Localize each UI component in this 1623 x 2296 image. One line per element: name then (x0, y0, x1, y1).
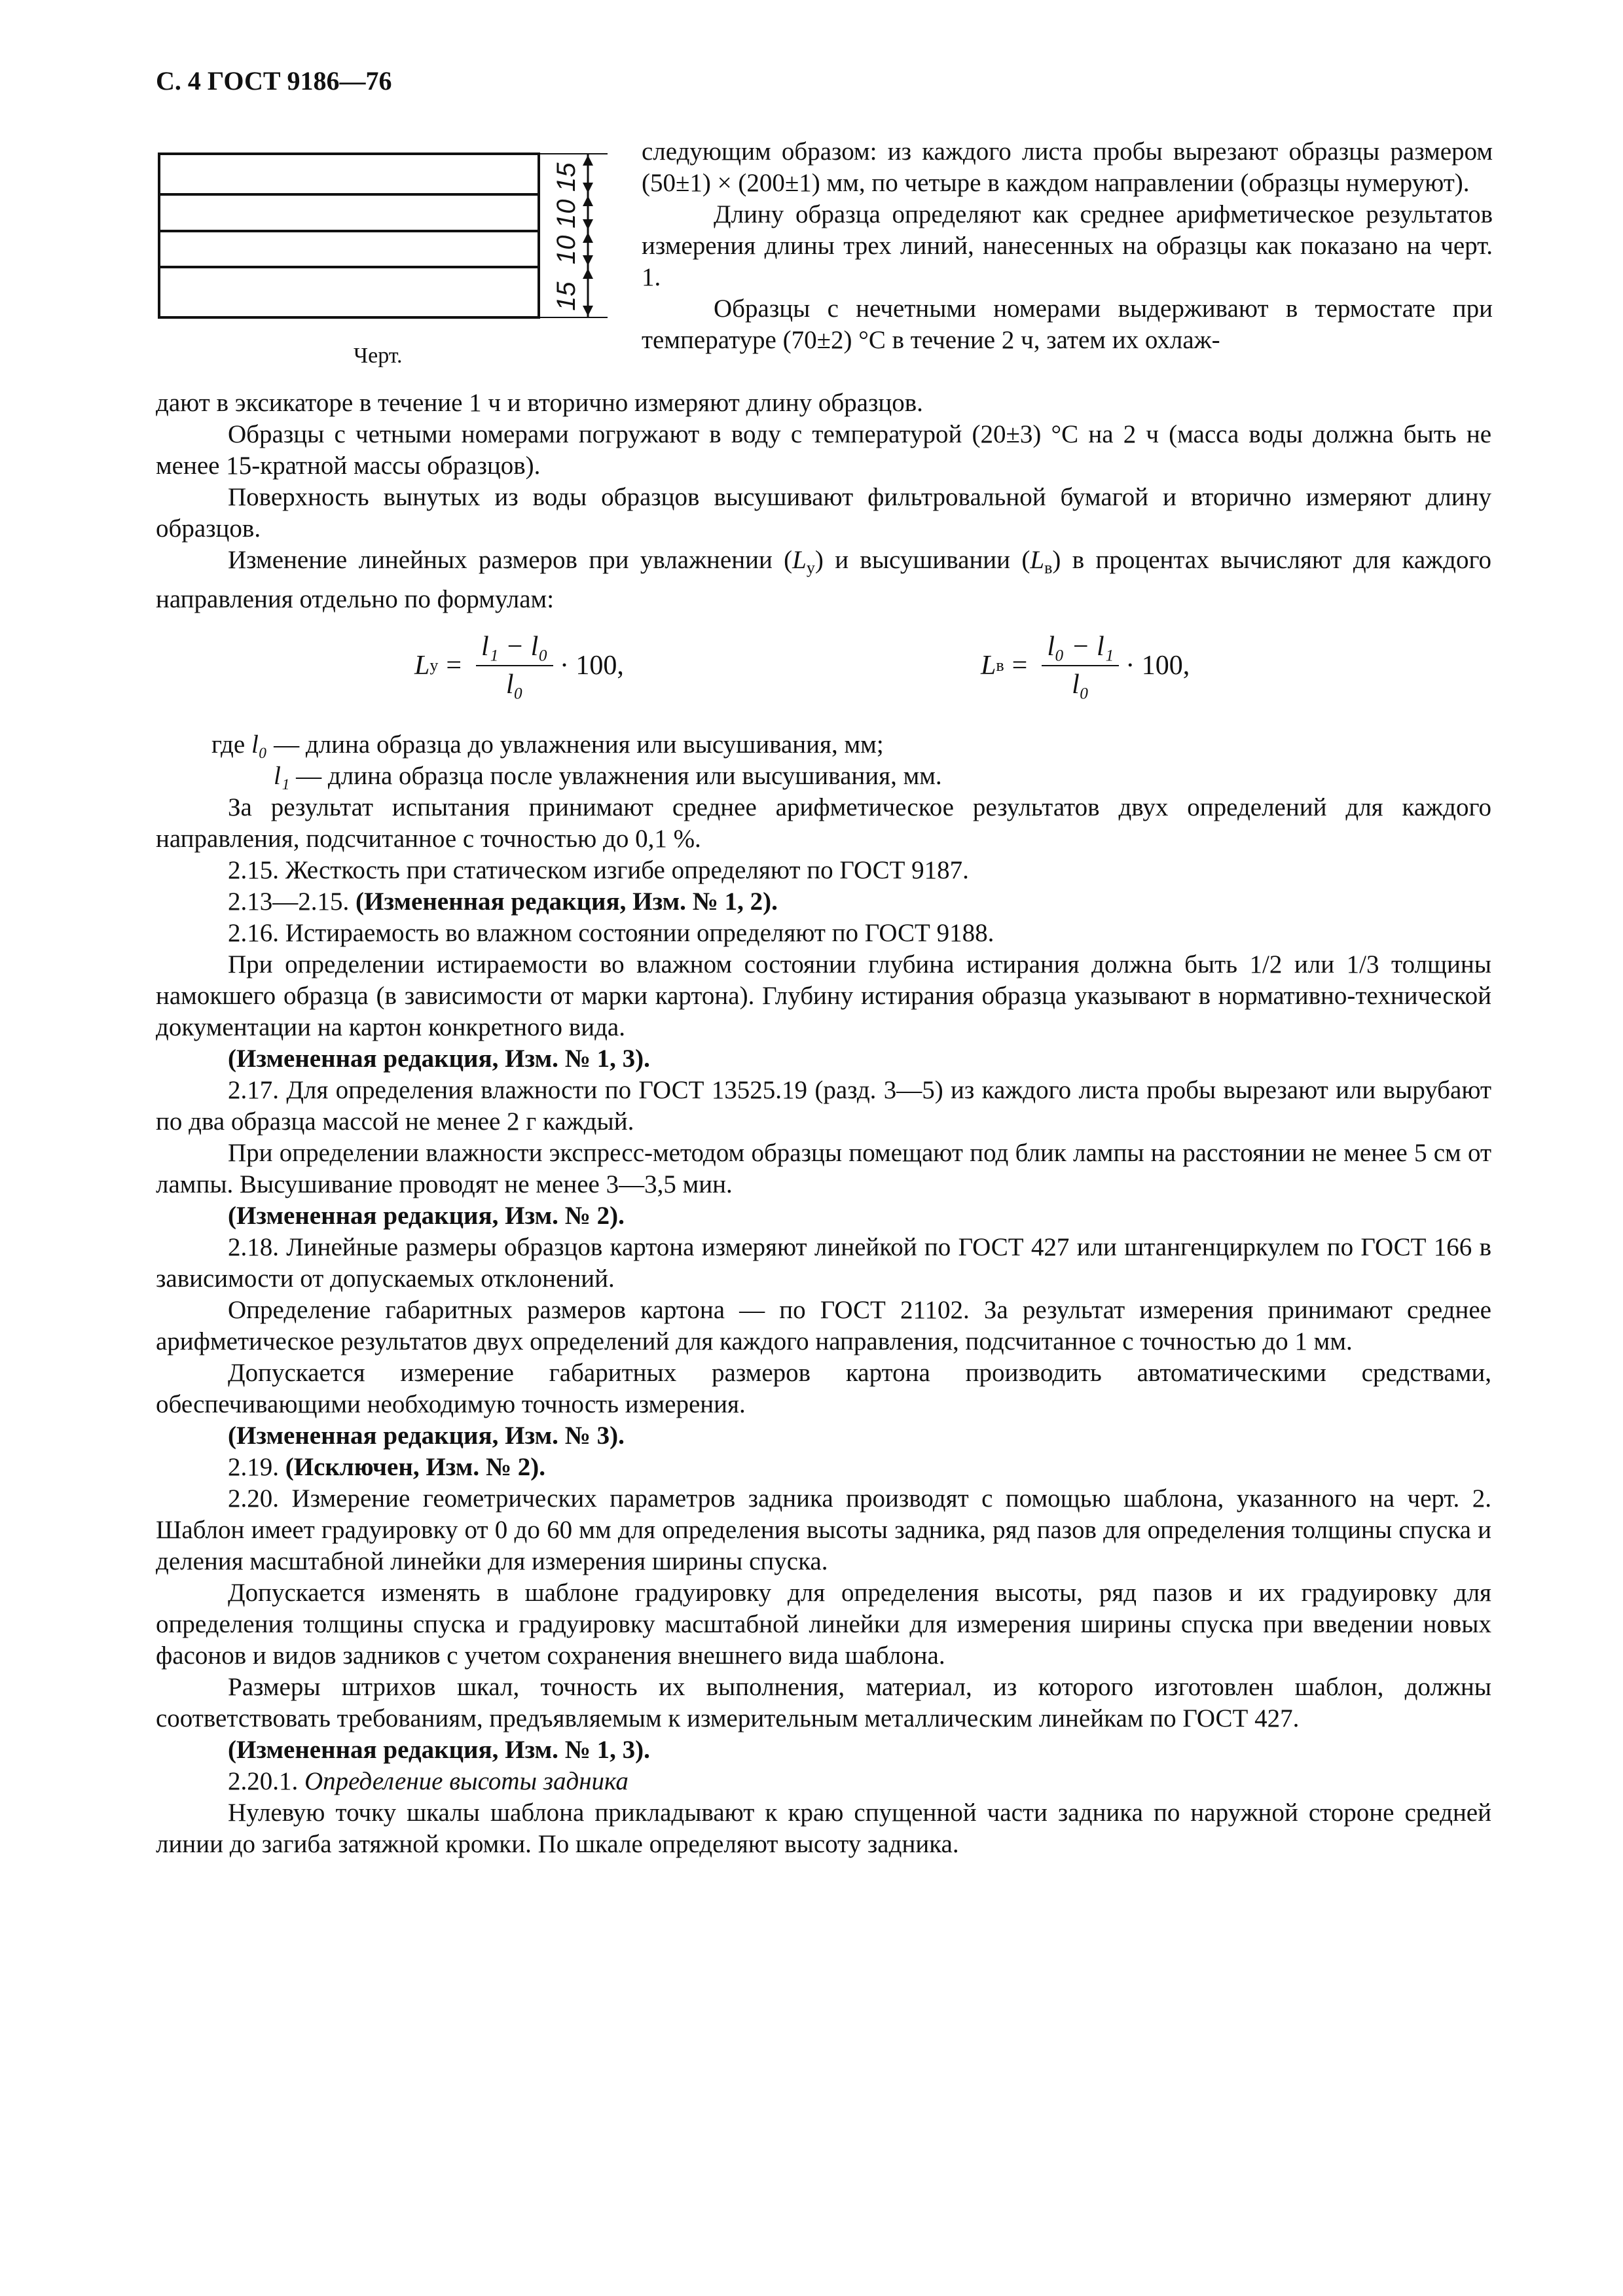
where-line-2: l₁ — длина образца после увлажнения или высушивания, мм. (274, 762, 942, 790)
paragraph: Образцы с нечетными номерами выдерживают в термостате при температуре (70±2) °С в течение 2 ч, затем их охлаж- (642, 295, 1493, 354)
amendment-note: (Измененная редакция, Изм. № 1, 3). (228, 1736, 650, 1764)
paragraph: 2.15. Жесткость при статическом изгибе определяют по ГОСТ 9187. (228, 856, 969, 884)
paragraph: Допускается измерение габаритных размеров картона производить автоматическими средствами, обеспечивающими необходимую точность измерения. (156, 1359, 1491, 1418)
paragraph: Определение габаритных размеров картона — по ГОСТ 21102. За результат измерения принимают среднее арифметическое результатов двух определений для каждого направления, подсчитанное с точностью до 1 мм. (156, 1296, 1491, 1355)
sample-drawing (156, 147, 608, 344)
paragraph: 2.17. Для определения влажности по ГОСТ 13525.19 (разд. 3—5) из каждого листа пробы вырезают или вырубают по два образца массой не менее 2 г каждый. (156, 1076, 1491, 1136)
paragraph: 2.19. (Исключен, Изм. № 2). (228, 1453, 546, 1481)
dim-label-4: 15 (552, 281, 581, 311)
paragraph: 2.13—2.15. (Измененная редакция, Изм. № 1, 2). (228, 888, 778, 916)
sample-outline (159, 154, 539, 317)
section-heading: 2.20.1. Определение высоты задника (228, 1767, 629, 1795)
dim-label-2: 10 (552, 199, 581, 228)
amendment-note: (Измененная редакция, Изм. № 1, 3). (228, 1045, 650, 1073)
paragraph: Длину образца определяют как среднее арифметическое результатов измерения длины трех линий, нанесенных на образцы как показано на черт. 1. (642, 200, 1493, 291)
paragraph: 2.16. Истираемость во влажном состоянии определяют по ГОСТ 9188. (228, 919, 994, 947)
paragraph: При определении истираемости во влажном состоянии глубина истирания должна быть 1/2 или 1/3 толщины намокшего образца (в зависимости от марки картона). Глубину истирания образца указывают в нормативно-технической документации на картон конкретного вида. (156, 950, 1491, 1041)
side-column (642, 136, 1493, 356)
amendment-note: (Измененная редакция, Изм. № 3). (228, 1422, 625, 1450)
paragraph: Изменение линейных размеров при увлажнении $(L_у)$ и высушивании $(L_в)$ в процентах вычисляют для каждого направления отдельно по формулам: (156, 546, 1491, 613)
paragraph: Допускается изменять в шаблоне градуировку для определения высоты, ряд пазов и их градуировку для определения толщины спуска и градуировку масштабной линейки для измерения ширины спуска при введении новых фасонов и видов задников с учетом сохранения внешнего вида шаблона. (156, 1579, 1491, 1670)
formulas (156, 624, 1491, 723)
paragraph: Поверхность вынутых из воды образцов высушивают фильтровальной бумагой и вторично измеряют длину образцов. (156, 483, 1491, 543)
formula-lv: L в = $\frac{\text{l₀ − l₁}}{\text{l₀}}$ · 100, (981, 632, 1190, 700)
formula-ly: L у = $\frac{\text{l₁ − l₀}}{\text{l₀}}$ · 100, (414, 632, 624, 700)
paragraph: При определении влажности экспресс-методом образцы помещают под блик лампы на расстоянии не менее 5 см от лампы. Высушивание проводят не менее 3—3,5 мин. (156, 1139, 1491, 1198)
paragraph: 2.18. Линейные размеры образцов картона измеряют линейкой по ГОСТ 427 или штангенциркулем по ГОСТ 166 в зависимости от допускаемых отклонений. (156, 1233, 1491, 1293)
dim-label-1: 15 (552, 162, 581, 192)
paragraph: Нулевую точку шкалы шаблона прикладывают к краю спущенной части задника по наружной стороне средней линии до загиба затяжной кромки. По шкале определяют высоту задника. (156, 1799, 1491, 1858)
dim-label-3: 10 (552, 235, 581, 264)
paragraph: 2.20. Измерение геометрических параметров задника производят с помощью шаблона, указанного на черт. 2. Шаблон имеет градуировку от 0 до 60 мм для определения высоты задника, ряд пазов для определения толщины спуска и деления масштабной линейки для измерения ширины спуска. (156, 1484, 1491, 1575)
paragraph: Образцы с четными номерами погружают в воду с температурой (20±3) °С на 2 ч (масса воды должна быть не менее 15-кратной массы образцов). (156, 420, 1491, 480)
paragraph: Размеры штрихов шкал, точность их выполнения, материал, из которого изготовлен шаблон, должны соответствовать требованиям, предъявляемым к измерительным металлическим линейкам по ГОСТ 427. (156, 1673, 1491, 1732)
figure-caption: Черт. (354, 344, 403, 368)
paragraph: За результат испытания принимают среднее арифметическое результатов двух определений для каждого направления, подсчитанное с точностью до 0,1 %. (156, 793, 1491, 853)
paragraph: следующим образом: из каждого листа пробы вырезают образцы размером (50±1) × (200±1) мм, по четыре в каждом направлении (образцы нумеруют). (642, 137, 1493, 197)
body-text (156, 387, 1491, 1860)
paragraph: дают в эксикаторе в течение 1 ч и вторично измеряют длину образцов. (156, 389, 923, 417)
where-line-1: где l₀ — длина образца до увлажнения или высушивания, мм; (211, 730, 884, 759)
amendment-note: (Измененная редакция, Изм. № 2). (228, 1202, 625, 1230)
page-header: С. 4 ГОСТ 9186—76 (156, 66, 392, 96)
